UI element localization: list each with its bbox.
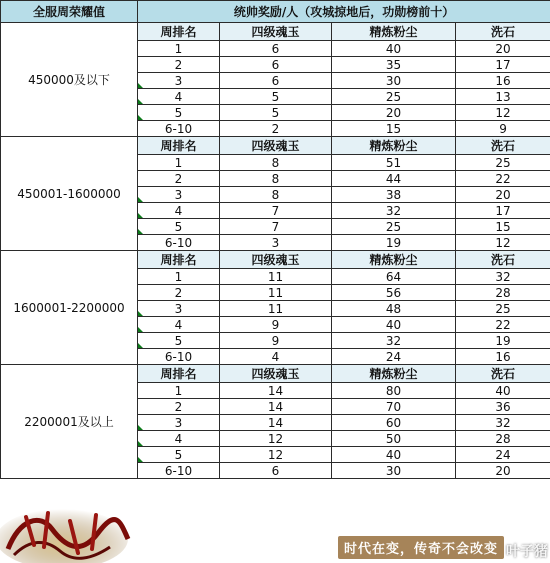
wash-stone-cell: 32	[456, 269, 550, 285]
wash-stone-cell: 22	[456, 317, 550, 333]
rank-cell: 3	[138, 415, 220, 431]
subheader-cell: 精炼粉尘	[332, 137, 456, 155]
subheader-cell: 四级魂玉	[220, 365, 332, 383]
soul-jade-cell: 14	[220, 415, 332, 431]
game-logo	[0, 499, 132, 563]
soul-jade-cell: 8	[220, 155, 332, 171]
refined-dust-cell: 19	[332, 235, 456, 251]
soul-jade-cell: 2	[220, 121, 332, 137]
wash-stone-cell: 17	[456, 57, 550, 73]
watermark: 叶子猪	[506, 544, 548, 560]
soul-jade-cell: 12	[220, 447, 332, 463]
refined-dust-cell: 15	[332, 121, 456, 137]
rank-cell: 4	[138, 89, 220, 105]
subheader-cell: 洗石	[456, 23, 550, 41]
subheader-cell: 四级魂玉	[220, 137, 332, 155]
subheader-cell: 四级魂玉	[220, 251, 332, 269]
tier-header: 全服周荣耀值	[1, 1, 138, 23]
rank-cell: 1	[138, 41, 220, 57]
wash-stone-cell: 12	[456, 235, 550, 251]
refined-dust-cell: 64	[332, 269, 456, 285]
table-body	[1, 23, 550, 479]
rank-cell: 3	[138, 73, 220, 89]
rank-cell: 5	[138, 447, 220, 463]
refined-dust-cell: 32	[332, 203, 456, 219]
refined-dust-cell: 56	[332, 285, 456, 301]
rank-cell: 5	[138, 333, 220, 349]
refined-dust-cell: 70	[332, 399, 456, 415]
soul-jade-cell: 5	[220, 105, 332, 121]
refined-dust-cell: 48	[332, 301, 456, 317]
soul-jade-cell: 6	[220, 73, 332, 89]
wash-stone-cell: 20	[456, 187, 550, 203]
subheader-cell: 精炼粉尘	[332, 23, 456, 41]
soul-jade-cell: 8	[220, 187, 332, 203]
rank-cell: 4	[138, 317, 220, 333]
subheader-row	[1, 23, 550, 41]
wash-stone-cell: 9	[456, 121, 550, 137]
subheader-cell: 周排名	[138, 365, 220, 383]
refined-dust-cell: 50	[332, 431, 456, 447]
soul-jade-cell: 9	[220, 333, 332, 349]
refined-dust-cell: 51	[332, 155, 456, 171]
soul-jade-cell: 4	[220, 349, 332, 365]
refined-dust-cell: 32	[332, 333, 456, 349]
wash-stone-cell: 40	[456, 383, 550, 399]
subheader-cell: 精炼粉尘	[332, 251, 456, 269]
refined-dust-cell: 35	[332, 57, 456, 73]
rank-cell: 4	[138, 203, 220, 219]
reward-header: 统帅奖励/人（攻城掠地后，功勋榜前十）	[138, 1, 550, 23]
wash-stone-cell: 15	[456, 219, 550, 235]
refined-dust-cell: 30	[332, 463, 456, 479]
rank-cell: 3	[138, 187, 220, 203]
wash-stone-cell: 28	[456, 431, 550, 447]
subheader-row	[1, 365, 550, 383]
subheader-cell: 洗石	[456, 365, 550, 383]
soul-jade-cell: 14	[220, 399, 332, 415]
soul-jade-cell: 7	[220, 203, 332, 219]
rank-cell: 5	[138, 105, 220, 121]
refined-dust-cell: 24	[332, 349, 456, 365]
refined-dust-cell: 60	[332, 415, 456, 431]
subheader-cell: 周排名	[138, 23, 220, 41]
wash-stone-cell: 25	[456, 301, 550, 317]
soul-jade-cell: 3	[220, 235, 332, 251]
subheader-cell: 周排名	[138, 137, 220, 155]
rank-cell: 5	[138, 219, 220, 235]
refined-dust-cell: 25	[332, 219, 456, 235]
soul-jade-cell: 11	[220, 301, 332, 317]
soul-jade-cell: 12	[220, 431, 332, 447]
soul-jade-cell: 6	[220, 57, 332, 73]
refined-dust-cell: 38	[332, 187, 456, 203]
rank-cell: 1	[138, 155, 220, 171]
refined-dust-cell: 44	[332, 171, 456, 187]
subheader-row	[1, 137, 550, 155]
soul-jade-cell: 6	[220, 463, 332, 479]
rank-cell: 2	[138, 399, 220, 415]
wash-stone-cell: 16	[456, 73, 550, 89]
rank-cell: 6-10	[138, 235, 220, 251]
wash-stone-cell: 28	[456, 285, 550, 301]
refined-dust-cell: 40	[332, 447, 456, 463]
tier-cell: 2200001及以上	[1, 365, 138, 479]
tier-cell: 1600001-2200000	[1, 251, 138, 365]
rank-cell: 2	[138, 171, 220, 187]
rank-cell: 6-10	[138, 121, 220, 137]
rank-cell: 1	[138, 269, 220, 285]
soul-jade-cell: 11	[220, 285, 332, 301]
slogan-banner: 时代在变，传奇不会改变	[338, 536, 504, 559]
rank-cell: 2	[138, 57, 220, 73]
soul-jade-cell: 6	[220, 41, 332, 57]
wash-stone-cell: 13	[456, 89, 550, 105]
wash-stone-cell: 16	[456, 349, 550, 365]
soul-jade-cell: 5	[220, 89, 332, 105]
refined-dust-cell: 30	[332, 73, 456, 89]
wash-stone-cell: 20	[456, 463, 550, 479]
wash-stone-cell: 20	[456, 41, 550, 57]
subheader-cell: 精炼粉尘	[332, 365, 456, 383]
wash-stone-cell: 22	[456, 171, 550, 187]
refined-dust-cell: 40	[332, 317, 456, 333]
subheader-cell: 周排名	[138, 251, 220, 269]
soul-jade-cell: 11	[220, 269, 332, 285]
rank-cell: 1	[138, 383, 220, 399]
tier-cell: 450001-1600000	[1, 137, 138, 251]
subheader-cell: 洗石	[456, 251, 550, 269]
soul-jade-cell: 7	[220, 219, 332, 235]
soul-jade-cell: 9	[220, 317, 332, 333]
rank-cell: 6-10	[138, 349, 220, 365]
rank-cell: 6-10	[138, 463, 220, 479]
rank-cell: 4	[138, 431, 220, 447]
wash-stone-cell: 32	[456, 415, 550, 431]
wash-stone-cell: 17	[456, 203, 550, 219]
wash-stone-cell: 19	[456, 333, 550, 349]
subheader-cell: 四级魂玉	[220, 23, 332, 41]
refined-dust-cell: 25	[332, 89, 456, 105]
subheader-row	[1, 251, 550, 269]
rank-cell: 2	[138, 285, 220, 301]
wash-stone-cell: 24	[456, 447, 550, 463]
rank-cell: 3	[138, 301, 220, 317]
wash-stone-cell: 25	[456, 155, 550, 171]
wash-stone-cell: 12	[456, 105, 550, 121]
soul-jade-cell: 14	[220, 383, 332, 399]
wash-stone-cell: 36	[456, 399, 550, 415]
refined-dust-cell: 80	[332, 383, 456, 399]
subheader-cell: 洗石	[456, 137, 550, 155]
header-row	[1, 1, 550, 23]
soul-jade-cell: 8	[220, 171, 332, 187]
refined-dust-cell: 40	[332, 41, 456, 57]
tier-cell: 450000及以下	[1, 23, 138, 137]
refined-dust-cell: 20	[332, 105, 456, 121]
